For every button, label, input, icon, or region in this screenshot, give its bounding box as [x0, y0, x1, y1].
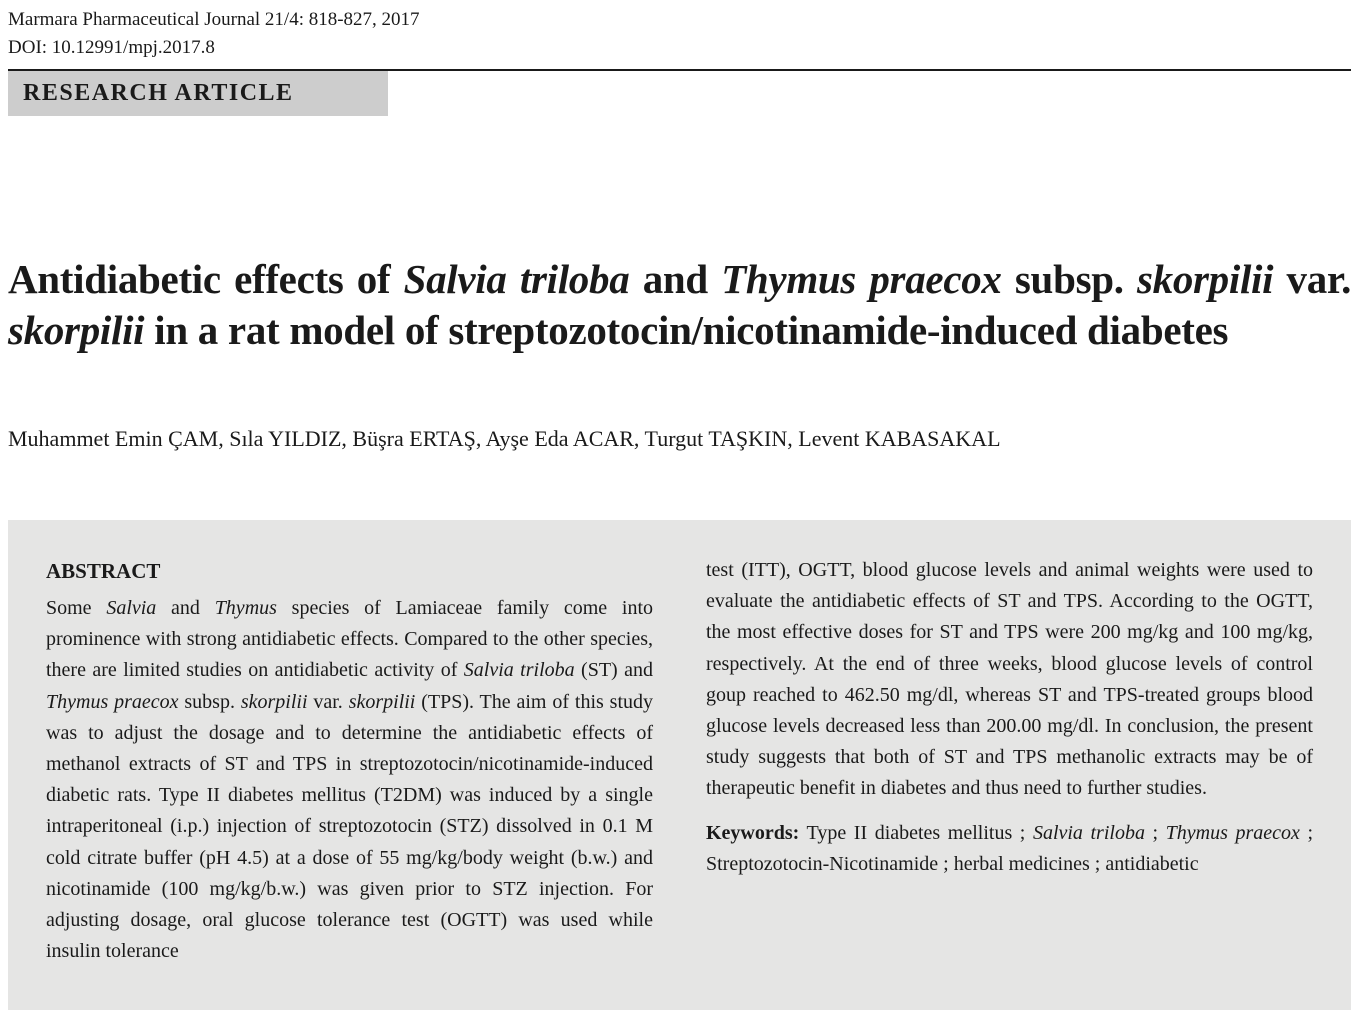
author-list: Muhammet Emin ÇAM, Sıla YILDIZ, Büşra ERTAŞ, Ayşe Eda ACAR, Turgut TAŞKIN, Levent KABASAKAL — [8, 426, 1001, 451]
abstract-text-part-2: test (ITT), OGTT, blood glucose levels and animal weights were used to evaluate the antidiabetic effects of ST and TPS. According to the OGTT, the most effective doses for ST and TPS were 200 mg/kg and 100 mg/kg, respectively. At the end of three weeks, blood glucose levels of control goup reached to 462.50 mg/dl, whereas ST and TPS-treated groups blood glucose levels decreased less than 200.00 mg/dl. In conclusion, the present study suggests that both of ST and TPS methanolic extracts may be of therapeutic benefit in diabetes and thus need to further studies. — [706, 559, 1313, 800]
article-type-label: RESEARCH ARTICLE — [23, 80, 294, 106]
journal-citation: Marmara Pharmaceutical Journal 21/4: 818-827, 2017 — [8, 9, 420, 30]
keywords-label: Keywords: — [706, 821, 800, 844]
keywords: Keywords: Type II diabetes mellitus ; Salvia triloba ; Thymus praecox ; Streptozotocin-Nicotinamide ; herbal medicines ; antidiabetic — [706, 821, 1314, 875]
abstract-column-right — [706, 555, 1313, 880]
abstract-box — [8, 520, 1351, 1010]
abstract-text-part-1: Some Salvia and Thymus species of Lamiaceae family come into prominence with strong antidiabetic effects. Compared to the other species, there are limited studies on antidiabetic activity of Salvia triloba (ST) and Thymus praecox subsp. skorpilii var. skorpilii (TPS). The aim of this study was to adjust the dosage and to determine the antidiabetic effects of methanol extracts of ST and TPS in streptozotocin/nicotinamide-induced diabetic rats. Type II diabetes mellitus (T2DM) was induced by a single intraperitoneal (i.p.) injection of streptozotocin (STZ) dissolved in 0.1 M cold citrate buffer (pH 4.5) at a dose of 55 mg/kg/body weight (b.w.) and nicotinamide (100 mg/kg/b.w.) was given prior to STZ injection. For adjusting dosage, oral glucose tolerance test (OGTT) was used while insulin tolerance — [46, 597, 654, 963]
article-type-banner — [8, 71, 388, 116]
journal-header — [8, 6, 420, 62]
abstract-column-left — [46, 555, 653, 967]
abstract-heading: ABSTRACT — [46, 559, 161, 583]
journal-doi: DOI: 10.12991/mpj.2017.8 — [8, 37, 215, 58]
article-title: Antidiabetic effects of Salvia triloba and Thymus praecox subsp. skorpilii var. skorpilii in a rat model of streptozotocin/nicotinamide-induced diabetes — [8, 256, 1352, 353]
